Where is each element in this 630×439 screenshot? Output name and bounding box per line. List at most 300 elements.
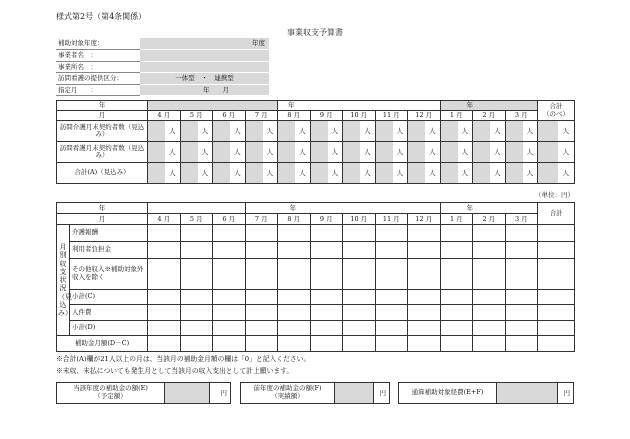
note-2: ※未収、未払についても発生月として当該月の収入支出として計上願います。 (56, 367, 294, 375)
count-cell-inner (148, 163, 180, 183)
count-cell[interactable] (278, 121, 311, 142)
amount-cell[interactable] (375, 320, 408, 336)
count-cell[interactable] (375, 163, 408, 184)
prior-subsidy-text: 前年度の補助金の額(F)（実績額） (253, 384, 322, 400)
unit-person: 人 (364, 147, 371, 156)
amount-cell[interactable] (310, 305, 343, 321)
year-cell-2a[interactable] (148, 203, 246, 214)
amount-cell[interactable] (278, 320, 311, 336)
amount-cell[interactable] (473, 289, 506, 305)
vertical-label-cell (57, 225, 70, 336)
current-subsidy-text: 当該年度の補助金の額(E)（予定額） (73, 384, 148, 400)
amount-cell[interactable] (213, 289, 246, 305)
amount-cell[interactable] (245, 258, 278, 289)
month-8: 11 月 (375, 214, 408, 225)
amount-cell[interactable] (505, 336, 538, 352)
amount-cell[interactable] (213, 320, 246, 336)
count-cell-inner (278, 142, 310, 162)
count-cell[interactable] (213, 142, 246, 163)
count-cell-inner (181, 163, 213, 183)
count-cell[interactable] (440, 163, 473, 184)
unit-person: 人 (299, 147, 306, 156)
unit-person: 人 (169, 126, 176, 135)
amount-cell[interactable] (180, 241, 213, 258)
count-input-area (473, 142, 490, 162)
amount-cell[interactable] (310, 241, 343, 258)
business-name-label: 事業者名 ： (56, 50, 140, 62)
month-11: 2 月 (473, 111, 506, 121)
amount-cell[interactable] (440, 225, 473, 242)
count-cell[interactable] (180, 163, 213, 184)
amount-cell[interactable] (148, 241, 181, 258)
count-input-area (538, 163, 558, 183)
amount-cell[interactable] (538, 225, 575, 242)
count-cell[interactable] (245, 163, 278, 184)
amount-cell[interactable] (180, 289, 213, 305)
month-2: 5 月 (180, 111, 213, 121)
count-input-area (506, 121, 523, 141)
amount-cell[interactable] (245, 241, 278, 258)
count-cell[interactable] (180, 142, 213, 163)
count-input-area (376, 163, 393, 183)
unit-person: 人 (331, 126, 339, 135)
amount-cell[interactable] (375, 225, 408, 242)
amount-cell[interactable] (245, 289, 278, 305)
count-cell-inner (473, 142, 505, 162)
count-cell[interactable] (440, 142, 473, 163)
month-1: 4 月 (148, 214, 181, 225)
amount-cell[interactable] (440, 336, 473, 352)
month-5: 8 月 (278, 214, 311, 225)
count-cell-inner (441, 163, 473, 183)
amount-cell[interactable] (505, 225, 538, 242)
count-cell-inner (246, 121, 278, 141)
count-input-area (441, 142, 458, 162)
unit-person: 人 (494, 168, 501, 177)
count-cell-inner (538, 163, 574, 183)
amount-cell[interactable] (538, 289, 575, 305)
table1-row (57, 163, 575, 184)
amount-cell[interactable] (278, 258, 311, 289)
count-input-area (376, 142, 393, 162)
amount-cell[interactable] (310, 289, 343, 305)
amount-cell[interactable] (375, 289, 408, 305)
count-cell-inner (343, 163, 375, 183)
amount-cell[interactable] (180, 258, 213, 289)
count-cell-inner (408, 142, 440, 162)
count-cell-inner (441, 121, 473, 141)
unit-person: 人 (526, 147, 534, 156)
note-1: ※合計(A)欄が21人以上の月は、当該月の補助金月額の欄は「0」と記入ください。 (56, 355, 311, 363)
month-8: 11 月 (375, 111, 408, 121)
unit-person: 人 (169, 147, 176, 156)
row-label: 訪問看護月末契約者数（見込み） (57, 142, 148, 163)
table2-row (57, 336, 575, 352)
total-sub-label: （のべ） (543, 109, 570, 118)
count-input-area (408, 142, 425, 162)
unit-person: 人 (461, 168, 469, 177)
amount-cell[interactable] (408, 289, 441, 305)
row-label: 小計(C) (70, 289, 148, 305)
count-cell[interactable] (310, 121, 343, 142)
total-expense-field[interactable] (497, 383, 557, 403)
amount-cell[interactable] (343, 258, 376, 289)
month-7: 10 月 (343, 214, 376, 225)
count-input-area (148, 163, 165, 183)
count-cell-inner (213, 142, 245, 162)
office-name-label: 事業所名 ： (56, 61, 140, 73)
unit-person: 人 (299, 168, 306, 177)
amount-cell[interactable] (505, 289, 538, 305)
row-label: 利用者負担金 (70, 241, 148, 258)
month-5: 8 月 (278, 111, 311, 121)
count-input-area (181, 142, 198, 162)
amount-cell[interactable] (473, 320, 506, 336)
amount-cell[interactable] (310, 258, 343, 289)
amount-cell[interactable] (408, 225, 441, 242)
count-cell-inner (213, 163, 245, 183)
designated-month-label: 指定月 ： (56, 84, 140, 96)
amount-cell[interactable] (375, 305, 408, 321)
amount-cell[interactable] (213, 336, 246, 352)
count-cell-inner (278, 121, 310, 141)
unit-person: 人 (396, 126, 404, 135)
count-cell[interactable] (148, 142, 181, 163)
count-input-area (148, 121, 165, 141)
month-9: 12 月 (408, 111, 441, 121)
month-6: 9 月 (310, 111, 343, 121)
office-name-field[interactable] (140, 61, 269, 73)
unit-person: 人 (396, 147, 404, 156)
amount-cell[interactable] (440, 320, 473, 336)
amount-cell[interactable] (440, 241, 473, 258)
count-cell-inner (538, 121, 574, 141)
count-input-area (181, 163, 198, 183)
count-cell[interactable] (148, 163, 181, 184)
total-header-2: 合計 (538, 203, 575, 225)
amount-cell[interactable] (278, 305, 311, 321)
year-header-2-mid: 年 (245, 203, 440, 214)
count-cell-inner (376, 163, 408, 183)
count-cell[interactable] (408, 121, 441, 142)
amount-cell[interactable] (278, 225, 311, 242)
unit-person: 人 (429, 168, 436, 177)
total-expense-box (398, 382, 574, 404)
count-cell[interactable] (505, 121, 538, 142)
month-4: 7 月 (245, 111, 278, 121)
amount-cell[interactable] (408, 320, 441, 336)
current-subsidy-field[interactable] (165, 383, 209, 403)
total-expense-label: 通算補助対象経費(E+F) (399, 383, 497, 403)
row-label: 合計(A)（見込み） (57, 163, 148, 184)
count-cell-inner (473, 163, 505, 183)
amount-cell[interactable] (408, 258, 441, 289)
count-input-area (343, 142, 360, 162)
unit-person: 人 (266, 168, 274, 177)
fiscal-year-field[interactable]: 年度 (140, 38, 269, 50)
unit-person: 人 (331, 168, 339, 177)
amount-cell[interactable] (505, 320, 538, 336)
monthly-balance-table (56, 202, 575, 352)
unit-person: 人 (201, 126, 209, 135)
count-cell[interactable] (505, 142, 538, 163)
count-input-area (246, 163, 263, 183)
count-cell-inner (506, 121, 538, 141)
vertical-label: 月別収支状況（見込み） (58, 243, 72, 318)
count-cell-inner (311, 163, 343, 183)
unit-person: 人 (461, 147, 469, 156)
count-cell[interactable] (538, 121, 575, 142)
year-cell-1[interactable] (148, 101, 278, 111)
count-cell[interactable] (473, 163, 506, 184)
count-input-area (473, 163, 490, 183)
month-10: 1 月 (440, 111, 473, 121)
count-cell[interactable] (505, 163, 538, 184)
amount-cell[interactable] (343, 336, 376, 352)
count-input-area (311, 163, 328, 183)
count-input-area (246, 121, 263, 141)
count-cell-inner (506, 142, 538, 162)
count-cell-inner (376, 142, 408, 162)
count-cell[interactable] (343, 121, 376, 142)
count-cell[interactable] (408, 163, 441, 184)
year-header: 年 (57, 101, 148, 111)
amount-cell[interactable] (473, 225, 506, 242)
amount-cell[interactable] (148, 320, 181, 336)
prior-subsidy-field[interactable] (335, 383, 373, 403)
amount-cell[interactable] (148, 289, 181, 305)
amount-cell[interactable] (343, 241, 376, 258)
month-header-2: 月 (57, 214, 148, 225)
amount-cell[interactable] (213, 305, 246, 321)
count-input-area (311, 121, 328, 141)
count-cell-inner (441, 142, 473, 162)
amount-cell[interactable] (473, 241, 506, 258)
count-input-area (473, 121, 490, 141)
total-label: 合計 (549, 102, 563, 111)
count-input-area (506, 142, 523, 162)
amount-cell[interactable] (538, 336, 575, 352)
row-label: その他収入※補助対象外収入を除く (70, 258, 148, 289)
unit-person: 人 (562, 126, 570, 135)
count-cell[interactable] (473, 142, 506, 163)
count-cell[interactable] (278, 163, 311, 184)
amount-cell[interactable] (245, 225, 278, 242)
month-6: 9 月 (310, 214, 343, 225)
amount-cell[interactable] (148, 336, 181, 352)
month-9: 12 月 (408, 214, 441, 225)
count-cell[interactable] (375, 121, 408, 142)
count-input-area (343, 121, 360, 141)
business-name-field[interactable] (140, 50, 269, 62)
count-cell[interactable] (375, 142, 408, 163)
amount-cell[interactable] (278, 241, 311, 258)
amount-cell[interactable] (245, 336, 278, 352)
count-cell-inner (181, 121, 213, 141)
contract-count-table (56, 100, 575, 184)
unit-person: 人 (429, 147, 436, 156)
count-cell[interactable] (343, 142, 376, 163)
count-cell[interactable] (278, 142, 311, 163)
count-cell-inner (311, 121, 343, 141)
prior-subsidy-label (241, 383, 335, 403)
amount-cell[interactable] (440, 305, 473, 321)
unit-person: 人 (331, 147, 339, 156)
unit-person: 人 (562, 168, 570, 177)
amount-cell[interactable] (180, 320, 213, 336)
amount-cell[interactable] (180, 225, 213, 242)
count-cell-inner (408, 121, 440, 141)
count-cell-inner (343, 121, 375, 141)
amount-cell[interactable] (343, 320, 376, 336)
count-input-area (213, 163, 230, 183)
count-cell-inner (246, 142, 278, 162)
amount-cell[interactable] (408, 336, 441, 352)
table2-row (57, 289, 575, 305)
unit-person: 人 (461, 126, 469, 135)
count-cell[interactable] (180, 121, 213, 142)
amount-cell[interactable] (148, 225, 181, 242)
amount-cell[interactable] (440, 289, 473, 305)
unit-person: 人 (364, 126, 371, 135)
amount-cell[interactable] (180, 305, 213, 321)
count-input-area (246, 142, 263, 162)
amount-cell[interactable] (473, 305, 506, 321)
count-cell[interactable] (538, 163, 575, 184)
month-header: 月 (57, 111, 148, 121)
month-3: 6 月 (213, 214, 246, 225)
amount-cell[interactable] (538, 305, 575, 321)
total-expense-yen: 円 (557, 383, 573, 403)
amount-cell[interactable] (440, 258, 473, 289)
amount-cell[interactable] (505, 305, 538, 321)
unit-person: 人 (562, 147, 570, 156)
amount-cell[interactable] (538, 241, 575, 258)
amount-cell[interactable] (213, 241, 246, 258)
unit-person: 人 (494, 147, 501, 156)
count-cell[interactable] (310, 163, 343, 184)
unit-person: 人 (169, 168, 176, 177)
count-cell[interactable] (310, 142, 343, 163)
amount-cell[interactable] (278, 336, 311, 352)
amount-cell[interactable] (180, 336, 213, 352)
month-10: 1 月 (440, 214, 473, 225)
amount-cell[interactable] (148, 258, 181, 289)
current-subsidy-yen: 円 (209, 383, 230, 403)
amount-cell[interactable] (505, 258, 538, 289)
count-cell[interactable] (343, 163, 376, 184)
prior-subsidy-box (240, 382, 390, 404)
month-11: 2 月 (473, 214, 506, 225)
count-input-area (441, 163, 458, 183)
amount-cell[interactable] (473, 258, 506, 289)
count-cell-inner (278, 163, 310, 183)
amount-cell[interactable] (278, 289, 311, 305)
row-label: 訪問介護月末契約者数（見込み） (57, 121, 148, 142)
amount-cell[interactable] (538, 258, 575, 289)
amount-cell[interactable] (408, 241, 441, 258)
row-label: 補助金月額(D－C) (57, 336, 148, 352)
unit-person: 人 (429, 126, 436, 135)
row-label: 人件費 (70, 305, 148, 321)
count-cell[interactable] (245, 142, 278, 163)
current-subsidy-box (56, 382, 231, 404)
count-input-area (181, 121, 198, 141)
count-cell[interactable] (213, 163, 246, 184)
unit-person: 人 (201, 147, 209, 156)
amount-cell[interactable] (343, 225, 376, 242)
count-cell-inner (343, 142, 375, 162)
count-input-area (538, 142, 558, 162)
amount-cell[interactable] (245, 305, 278, 321)
total-header (538, 101, 575, 121)
designated-month-field[interactable]: 年 月 (140, 84, 269, 96)
year-header-end: 年 (440, 101, 538, 111)
amount-cell[interactable] (310, 225, 343, 242)
count-cell[interactable] (440, 121, 473, 142)
count-cell[interactable] (245, 121, 278, 142)
count-cell-inner (538, 142, 574, 162)
month-3: 6 月 (213, 111, 246, 121)
count-cell[interactable] (473, 121, 506, 142)
amount-cell[interactable] (343, 289, 376, 305)
amount-cell[interactable] (310, 336, 343, 352)
amount-cell[interactable] (310, 320, 343, 336)
table2-row (57, 258, 575, 289)
fiscal-year-label: 補助対象年度： (56, 38, 140, 50)
unit-person: 人 (234, 168, 241, 177)
count-cell[interactable] (538, 142, 575, 163)
count-cell[interactable] (148, 121, 181, 142)
amount-cell[interactable] (473, 336, 506, 352)
count-cell-inner (213, 121, 245, 141)
count-cell-inner (376, 121, 408, 141)
count-cell[interactable] (408, 142, 441, 163)
amount-cell[interactable] (375, 336, 408, 352)
count-cell[interactable] (213, 121, 246, 142)
amount-cell[interactable] (538, 320, 575, 336)
unit-person: 人 (201, 168, 209, 177)
amount-cell[interactable] (213, 258, 246, 289)
count-input-area (408, 121, 425, 141)
count-cell-inner (181, 142, 213, 162)
year-header-2: 年 (57, 203, 148, 214)
amount-cell[interactable] (375, 258, 408, 289)
amount-cell[interactable] (148, 305, 181, 321)
count-cell-inner (246, 163, 278, 183)
unit-note: （単位：円） (535, 191, 574, 199)
amount-cell[interactable] (245, 320, 278, 336)
year-header-2-end: 年 (440, 203, 538, 214)
service-type-field[interactable]: 一体型 ・ 連携型 (140, 73, 269, 85)
count-input-area (213, 142, 230, 162)
unit-person: 人 (266, 147, 274, 156)
count-cell-inner (473, 121, 505, 141)
count-input-area (538, 121, 558, 141)
form-number: 様式第2号（第4条関係） (56, 12, 147, 21)
count-cell-inner (148, 142, 180, 162)
unit-person: 人 (299, 126, 306, 135)
amount-cell[interactable] (343, 305, 376, 321)
unit-person: 人 (234, 147, 241, 156)
amount-cell[interactable] (505, 241, 538, 258)
row-label: 小計(D) (70, 320, 148, 336)
amount-cell[interactable] (213, 225, 246, 242)
count-cell-inner (506, 163, 538, 183)
count-input-area (278, 142, 295, 162)
amount-cell[interactable] (408, 305, 441, 321)
amount-cell[interactable] (375, 241, 408, 258)
